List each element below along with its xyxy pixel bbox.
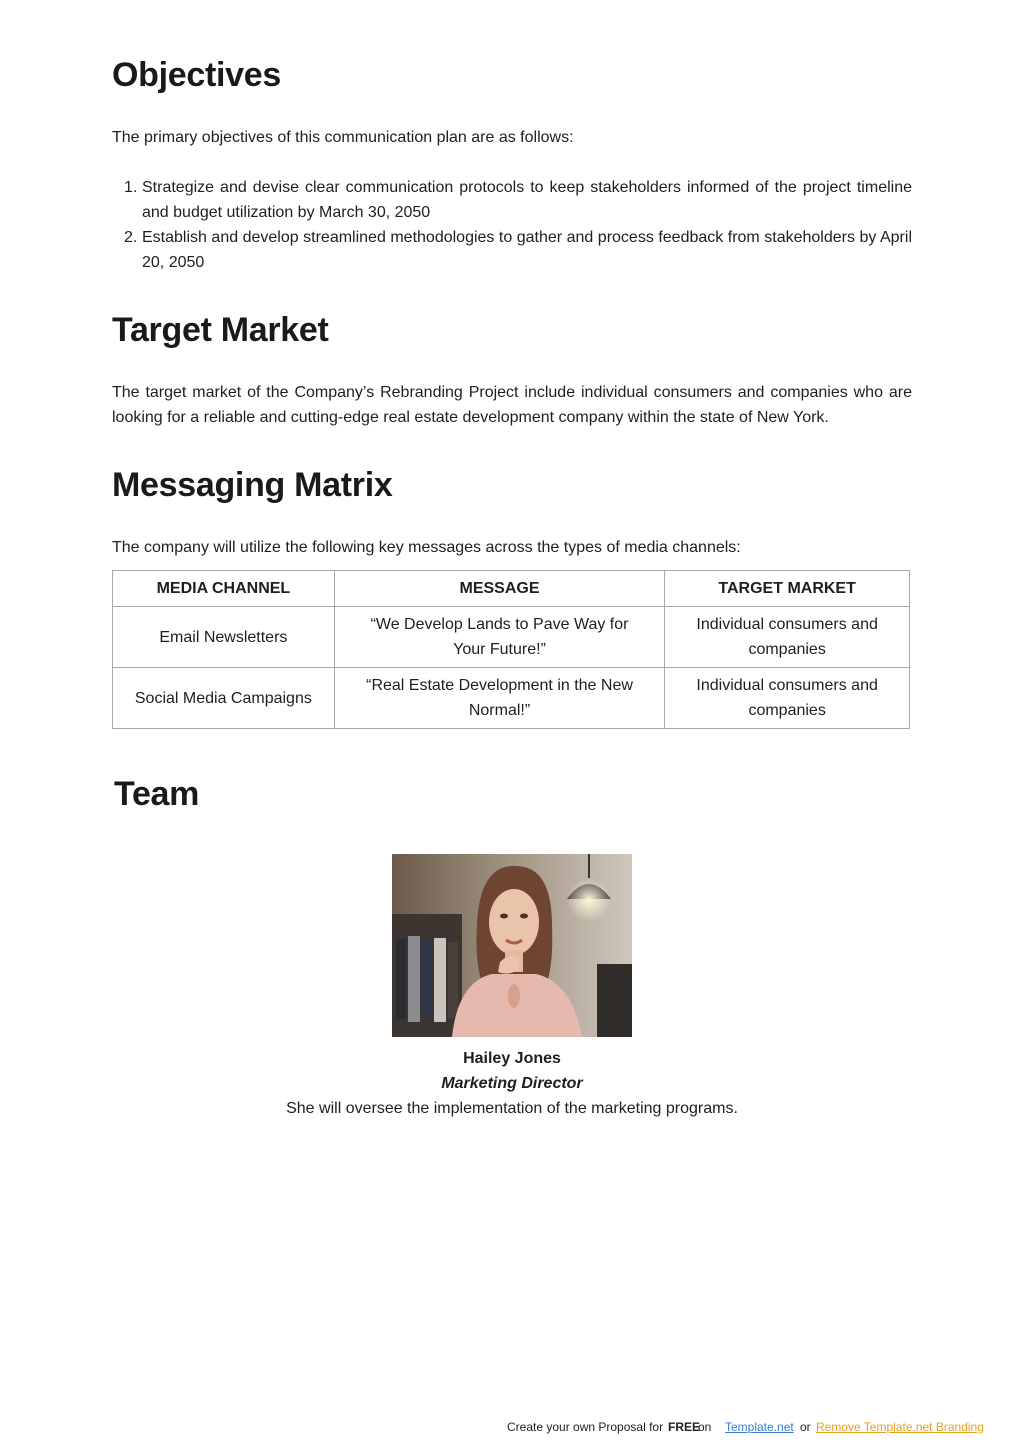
- team-member-name: Hailey Jones: [463, 1050, 561, 1067]
- team-member-photo: [392, 854, 632, 1037]
- footer-on: on: [698, 1420, 712, 1434]
- objective-item: 1. Strategize and devise clear communication protocols to keep stakeholders informed of the project timeline and budget utilization by March 30, 2050: [124, 179, 912, 221]
- table-cell: “Real Estate Development in the New Normal!”: [334, 668, 665, 729]
- table-cell: Social Media Campaigns: [113, 668, 335, 729]
- objectives-intro: The primary objectives of this communication plan are as follows:: [112, 129, 574, 146]
- portrait-image: [392, 854, 632, 1037]
- team-member-description: She will oversee the implementation of the marketing programs.: [286, 1100, 738, 1117]
- column-header: MESSAGE: [334, 571, 665, 607]
- table-header-row: [113, 571, 910, 607]
- target-market-body: The target market of the Company’s Rebranding Project include individual consumers and companies who are looking for a reliable and cutting-edge real estate development company within the state of New York.: [112, 384, 912, 426]
- table-cell: Email Newsletters: [113, 607, 335, 668]
- messaging-matrix-heading: Messaging Matrix: [112, 466, 393, 504]
- objectives-list: [112, 175, 912, 275]
- column-header: TARGET MARKET: [665, 571, 910, 607]
- objectives-heading: Objectives: [112, 56, 281, 94]
- objective-item: 2. Establish and develop streamlined methodologies to gather and process feedback from stakeholders by April 20, 2050: [124, 229, 912, 271]
- footer-free: FREE: [668, 1420, 701, 1434]
- messaging-matrix-table: [112, 570, 910, 729]
- template-net-link[interactable]: Template.net: [725, 1420, 794, 1434]
- remove-branding-link[interactable]: Remove Template.net Branding: [816, 1420, 984, 1434]
- table-cell: Individual consumers and companies: [665, 607, 910, 668]
- table-row: [113, 668, 910, 729]
- column-header: MEDIA CHANNEL: [113, 571, 335, 607]
- table-cell: Individual consumers and companies: [665, 668, 910, 729]
- footer-or: or: [800, 1420, 811, 1434]
- table-cell: “We Develop Lands to Pave Way for Your Future!”: [334, 607, 665, 668]
- footer-prefix: Create your own Proposal for: [507, 1420, 664, 1434]
- table-row: [113, 607, 910, 668]
- target-market-heading: Target Market: [112, 311, 329, 349]
- messaging-matrix-intro: The company will utilize the following key messages across the types of media channels:: [112, 539, 741, 556]
- team-member-role: Marketing Director: [441, 1075, 583, 1092]
- team-heading: Team: [114, 775, 200, 813]
